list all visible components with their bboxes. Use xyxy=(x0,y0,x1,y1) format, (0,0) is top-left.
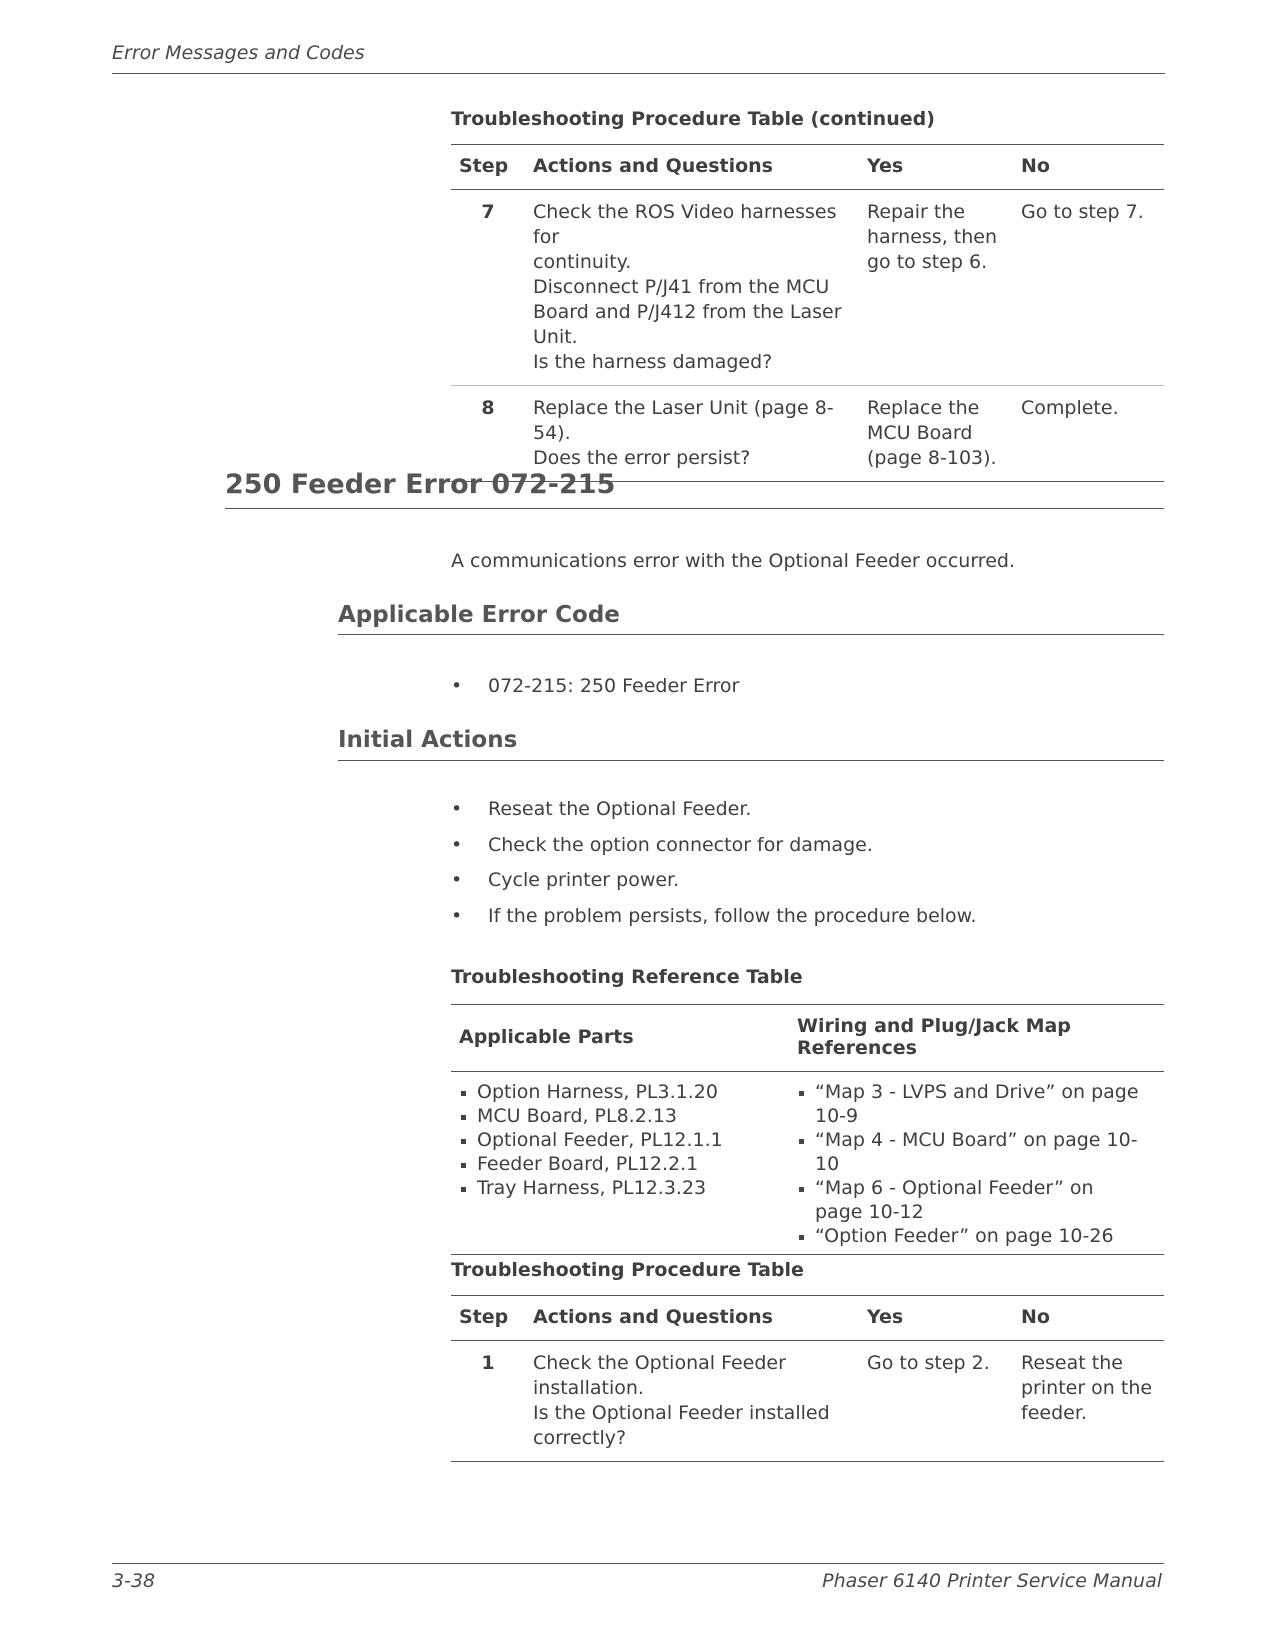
list-item xyxy=(797,1080,1156,1128)
list-item xyxy=(451,798,977,834)
cell-line: Reseat the xyxy=(1021,1352,1123,1374)
cell-line: go to step 6. xyxy=(867,251,988,273)
section-title: 250 Feeder Error 072-215 xyxy=(225,469,616,500)
column-header-step: Step xyxy=(451,145,525,190)
table-row xyxy=(451,386,1164,482)
bullet-icon: • xyxy=(451,833,463,856)
cell-line: MCU Board xyxy=(867,422,973,444)
list-item xyxy=(797,1224,1156,1248)
cell-line: Go to step 7. xyxy=(1021,201,1144,223)
list-item-text: “Map 6 - Optional Feeder” on xyxy=(815,1177,1094,1199)
continued-procedure-table xyxy=(451,144,1164,482)
column-header-no: No xyxy=(1013,1296,1164,1341)
no-cell xyxy=(1013,1341,1164,1462)
list-item-text: MCU Board, PL8.2.13 xyxy=(477,1105,678,1127)
column-header-no: No xyxy=(1013,145,1164,190)
table-header-row xyxy=(451,1005,1164,1072)
list-item xyxy=(459,1128,781,1152)
cell-line: Check the ROS Video harnesses for xyxy=(533,201,837,248)
column-header-references: Wiring and Plug/Jack Map References xyxy=(789,1005,1164,1072)
yes-cell xyxy=(859,386,1013,482)
list-item xyxy=(459,1080,781,1104)
list-item xyxy=(459,1176,781,1200)
parts-list xyxy=(459,1080,781,1200)
square-bullet-icon xyxy=(461,1139,466,1144)
continued-table-caption: Troubleshooting Procedure Table (continued) xyxy=(451,108,935,130)
column-header-actions: Actions and Questions xyxy=(525,1296,859,1341)
list-item xyxy=(451,905,977,941)
list-item-text: 072-215: 250 Feeder Error xyxy=(488,675,740,697)
cell-line: Go to step 2. xyxy=(867,1352,990,1374)
cell-line: installation. xyxy=(533,1377,644,1399)
column-header-parts: Applicable Parts xyxy=(451,1005,789,1072)
procedure-table xyxy=(451,1295,1164,1462)
list-item xyxy=(451,869,977,905)
applicable-error-code-heading: Applicable Error Code xyxy=(338,602,620,628)
cell-line: Unit. xyxy=(533,326,578,348)
list-item-text: Optional Feeder, PL12.1.1 xyxy=(477,1129,723,1151)
cell-line: harness, then xyxy=(867,226,997,248)
square-bullet-icon xyxy=(461,1115,466,1120)
cell-line: Board and P/J412 from the Laser xyxy=(533,301,842,323)
list-item xyxy=(451,834,977,870)
cell-line: Does the error persist? xyxy=(533,447,751,469)
cell-line: Check the Optional Feeder xyxy=(533,1352,786,1374)
square-bullet-icon xyxy=(799,1235,804,1240)
square-bullet-icon xyxy=(461,1091,466,1096)
cell-line: printer on the xyxy=(1021,1377,1153,1399)
step-number: 1 xyxy=(451,1341,525,1462)
subsection-rule xyxy=(338,760,1164,761)
reference-table xyxy=(451,1004,1164,1255)
initial-actions-list xyxy=(451,798,977,940)
running-header: Error Messages and Codes xyxy=(112,42,365,64)
no-cell xyxy=(1013,190,1164,386)
column-header-yes: Yes xyxy=(859,1296,1013,1341)
yes-cell xyxy=(859,190,1013,386)
list-item xyxy=(797,1176,1156,1224)
reference-table-caption: Troubleshooting Reference Table xyxy=(451,966,803,988)
manual-title: Phaser 6140 Printer Service Manual xyxy=(822,1570,1162,1592)
subsection-rule xyxy=(338,634,1164,635)
actions-cell xyxy=(525,386,859,482)
procedure-table-caption: Troubleshooting Procedure Table xyxy=(451,1259,804,1281)
list-item-text: page 10-12 xyxy=(815,1201,924,1223)
list-item-text: Cycle printer power. xyxy=(488,869,680,891)
table-row xyxy=(451,1341,1164,1462)
list-item xyxy=(797,1128,1156,1176)
parts-cell xyxy=(451,1072,789,1255)
column-header-step: Step xyxy=(451,1296,525,1341)
table-header-row xyxy=(451,145,1164,190)
page-number: 3-38 xyxy=(112,1570,156,1592)
references-list xyxy=(797,1080,1156,1248)
bullet-icon: • xyxy=(451,869,463,891)
list-item xyxy=(451,675,739,711)
list-item-text: Tray Harness, PL12.3.23 xyxy=(477,1177,707,1199)
cell-line: Is the Optional Feeder installed xyxy=(533,1402,830,1424)
square-bullet-icon xyxy=(799,1187,804,1192)
table-header-row xyxy=(451,1296,1164,1341)
square-bullet-icon xyxy=(799,1139,804,1144)
list-item-text: “Option Feeder” on page 10-26 xyxy=(815,1225,1114,1247)
step-number: 7 xyxy=(451,190,525,386)
step-number: 8 xyxy=(451,386,525,482)
bullet-icon: • xyxy=(451,798,463,820)
no-cell xyxy=(1013,386,1164,482)
cell-line: Replace the xyxy=(867,397,980,419)
cell-line: continuity. xyxy=(533,251,632,273)
cell-line: Disconnect P/J41 from the MCU xyxy=(533,276,830,298)
cell-line: Replace the Laser Unit (page 8-54). xyxy=(533,397,834,444)
list-item xyxy=(459,1104,781,1128)
initial-actions-heading: Initial Actions xyxy=(338,727,518,753)
list-item-text: Reseat the Optional Feeder. xyxy=(488,798,752,820)
table-row xyxy=(451,190,1164,386)
square-bullet-icon xyxy=(461,1163,466,1168)
list-item-text: Option Harness, PL3.1.20 xyxy=(477,1081,718,1103)
section-rule xyxy=(225,508,1164,509)
section-description: A communications error with the Optional Feeder occurred. xyxy=(451,550,1015,572)
list-item-text: If the problem persists, follow the procedure below. xyxy=(488,904,977,927)
bullet-icon: • xyxy=(451,904,463,927)
cell-line: Complete. xyxy=(1021,397,1119,419)
list-item-text: “Map 4 - MCU Board” on page 10-10 xyxy=(815,1129,1138,1175)
actions-cell xyxy=(525,1341,859,1462)
yes-cell xyxy=(859,1341,1013,1462)
cell-line: feeder. xyxy=(1021,1402,1087,1424)
square-bullet-icon xyxy=(461,1187,466,1192)
footer-rule xyxy=(112,1563,1164,1564)
references-cell xyxy=(789,1072,1164,1255)
column-header-yes: Yes xyxy=(859,145,1013,190)
cell-line: (page 8-103). xyxy=(867,447,997,469)
list-item-text: Feeder Board, PL12.2.1 xyxy=(477,1153,699,1175)
list-item-text: Check the option connector for damage. xyxy=(488,833,873,856)
error-code-list xyxy=(451,675,739,711)
list-item-text: “Map 3 - LVPS and Drive” on page 10-9 xyxy=(815,1081,1139,1127)
table-row xyxy=(451,1072,1164,1255)
square-bullet-icon xyxy=(799,1091,804,1096)
actions-cell xyxy=(525,190,859,386)
cell-line: Repair the xyxy=(867,201,966,223)
cell-line: Is the harness damaged? xyxy=(533,351,773,373)
column-header-actions: Actions and Questions xyxy=(525,145,859,190)
cell-line: correctly? xyxy=(533,1427,627,1449)
list-item xyxy=(459,1152,781,1176)
header-rule xyxy=(112,73,1165,74)
bullet-icon: • xyxy=(451,675,463,697)
